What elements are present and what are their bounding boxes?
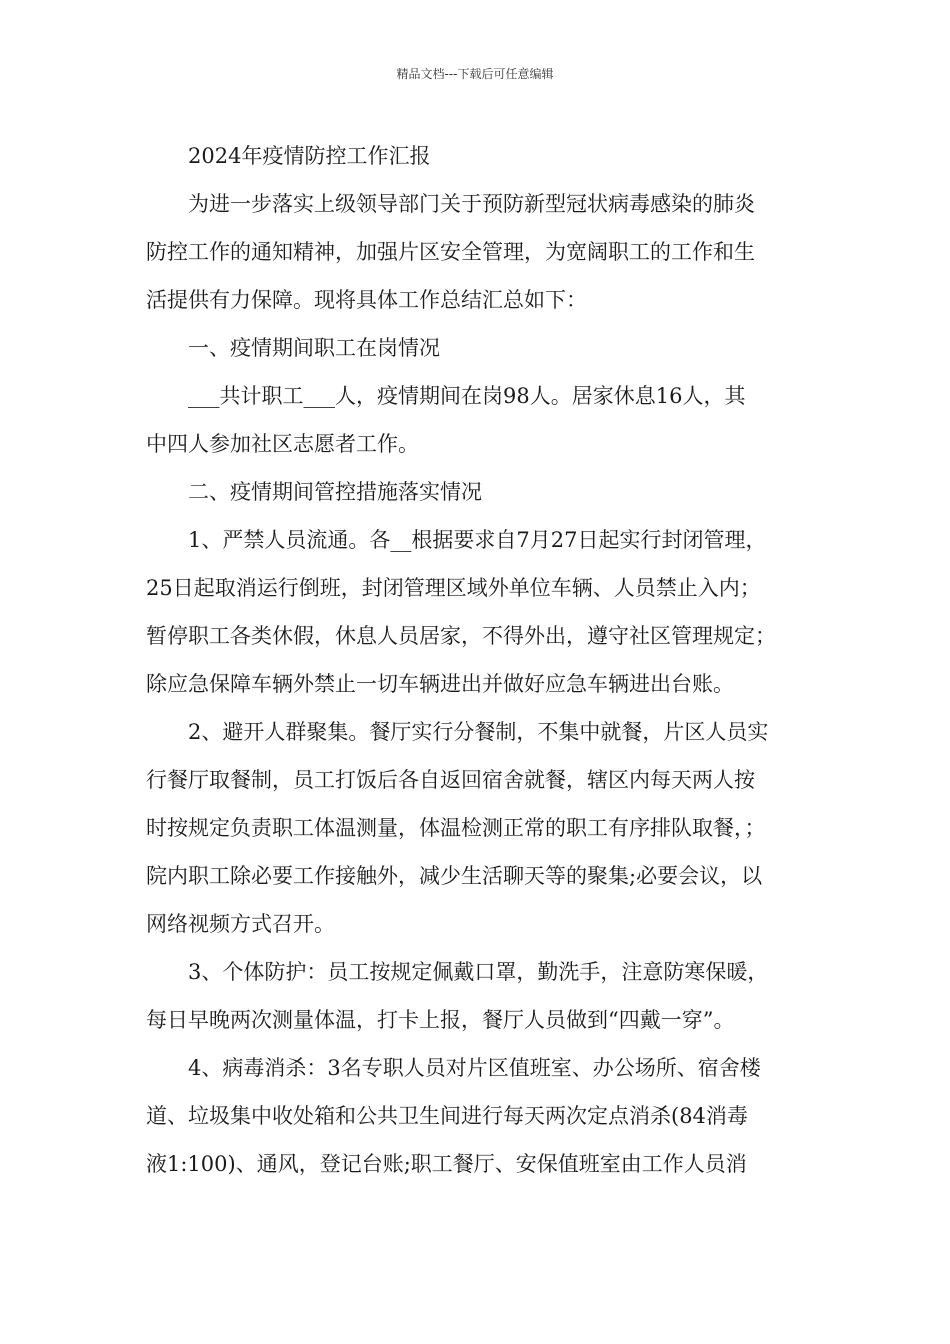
paragraph-line: 4、病毒消杀：3名专职人员对片区值班室、办公场所、宿舍楼 — [188, 1056, 761, 1080]
paragraph-line: 时按规定负责职工体温测量，体温检测正常的职工有序排队取餐，； — [146, 816, 766, 840]
paragraph-line: 1、严禁人员流通。各__根据要求自7月27日起实行封闭管理， — [188, 528, 767, 552]
paragraph-line: 活提供有力保障。现将具体工作总结汇总如下： — [146, 288, 587, 312]
paragraph-line: 暂停职工各类休假，休息人员居家，不得外出，遵守社区管理规定； — [146, 624, 776, 648]
paragraph-line: ___共计职工___人，疫情期间在岗98人。居家休息16人，其 — [188, 384, 746, 408]
section-heading-2: 二、疫情期间管控措施落实情况 — [188, 480, 482, 504]
paragraph-line: 道、垃圾集中收处箱和公共卫生间进行每天两次定点消杀(84消毒 — [146, 1104, 748, 1128]
page-header: 精品文档---下载后可任意编辑 — [396, 67, 554, 81]
paragraph-line: 25日起取消运行倒班，封闭管理区域外单位车辆、人员禁止入内； — [146, 576, 761, 600]
paragraph-line: 行餐厅取餐制，员工打饭后各自返回宿舍就餐，辖区内每天两人按 — [146, 768, 755, 792]
paragraph-line: 中四人参加社区志愿者工作。 — [146, 432, 419, 456]
section-heading-1: 一、疫情期间职工在岗情况 — [188, 336, 440, 360]
paragraph-line: 除应急保障车辆外禁止一切车辆进出并做好应急车辆进出台账。 — [146, 672, 734, 696]
paragraph-line: 2、避开人群聚集。餐厅实行分餐制，不集中就餐，片区人员实 — [188, 720, 769, 744]
paragraph-line: 院内职工除必要工作接触外，减少生活聊天等的聚集;必要会议，以 — [146, 864, 763, 888]
paragraph-line: 液1:100)、通风，登记台账;职工餐厅、安保值班室由工作人员消 — [146, 1152, 747, 1176]
paragraph-line: 网络视频方式召开。 — [146, 912, 335, 936]
document-title: 2024年疫情防控工作汇报 — [188, 144, 431, 168]
document-body — [146, 132, 811, 1188]
paragraph-line: 每日早晚两次测量体温，打卡上报，餐厅人员做到“四戴一穿”。 — [146, 1008, 735, 1032]
paragraph-line: 为进一步落实上级领导部门关于预防新型冠状病毒感染的肺炎 — [188, 192, 755, 216]
paragraph-line: 防控工作的通知精神，加强片区安全管理，为宽阔职工的工作和生 — [146, 240, 755, 264]
paragraph-line: 3、个体防护：员工按规定佩戴口罩，勤洗手，注意防寒保暖， — [188, 960, 769, 984]
